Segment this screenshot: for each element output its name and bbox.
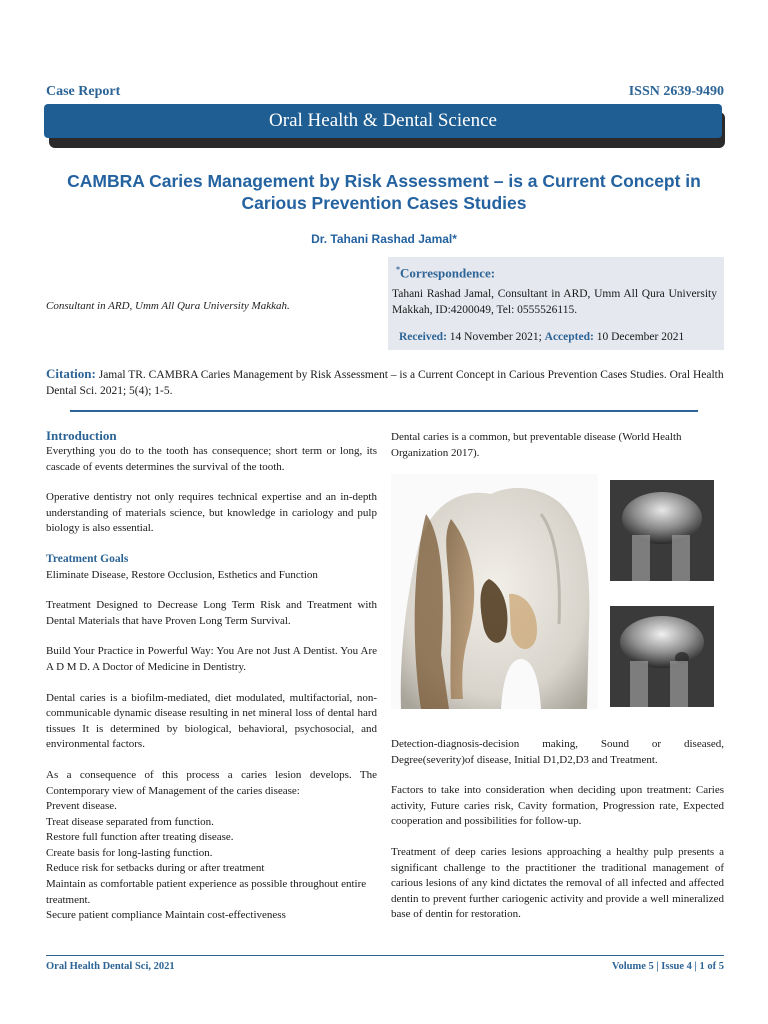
citation-label: Citation: xyxy=(46,366,96,381)
correspondence-box xyxy=(388,257,724,350)
consequence-paragraph: As a consequence of this process a caries lesion develops. The Contemporary view of Management of the caries disease: xyxy=(46,768,377,797)
correspondence-heading-text: Correspondence: xyxy=(400,265,496,281)
caries-definition-paragraph: Dental caries is a biofilm-mediated, diet modulated, multifactorial, non-communicable dynamic disease resulting in net mineral loss of dental hard tissues It is determined by biological, behavioral, psychosocial, and environmental factors. xyxy=(46,691,377,751)
accepted-date: 10 December 2021 xyxy=(596,331,685,343)
affiliation: Consultant in ARD, Umm All Qura University Makkah. xyxy=(46,300,290,312)
right-column-bottom xyxy=(391,737,724,923)
radiograph-before-image xyxy=(610,480,714,581)
tooth-section-image xyxy=(391,474,598,709)
factors-paragraph: Factors to take into consideration when deciding upon treatment: Caries activity, Future caries risk, Cavity formation, Progression rate, Expected cooperation and possibilities for follow-up. xyxy=(391,784,724,828)
citation-text: Jamal TR. CAMBRA Caries Management by Risk Assessment – is a Current Concept in Carious Prevention Cases Studies. Oral Health Dental Sci. 2021; 5(4); 1-5. xyxy=(46,369,724,397)
correspondence-text: Tahani Rashad Jamal, Consultant in ARD, Umm All Qura University Makkah, ID:4200049, Tel: 0555526115. xyxy=(392,288,717,316)
article-type-label: Case Report xyxy=(46,84,121,99)
radiograph-after-image xyxy=(610,606,714,707)
list-item: Create basis for long-lasting function. xyxy=(46,846,213,859)
intro-paragraph-1: Everything you do to the tooth has consequence; short term or long, its cascade of events determines the survival of the tooth. xyxy=(46,445,377,473)
journal-banner: Oral Health & Dental Science xyxy=(44,104,722,138)
tooth-section-photo xyxy=(391,474,598,709)
received-label: Received: xyxy=(399,331,447,343)
detection-paragraph: Detection-diagnosis-decision making, Sound or diseased, Degree(severity)of disease, Initial D1,D2,D3 and Treatment. xyxy=(391,738,724,766)
right-column-top xyxy=(391,430,724,461)
deep-caries-paragraph: Treatment of deep caries lesions approaching a healthy pulp presents a significant challenge to the practitioner the traditional management of carious lesions of any kind dictates the removal of all infected and affected dentin to prevent further cariogenic activity and provide a well mineralized base of dentin for restoration. xyxy=(391,845,724,921)
accepted-label: Accepted: xyxy=(544,331,594,343)
treatment-paragraph: Treatment Designed to Decrease Long Term Risk and Treatment with Dental Materials that have Proven Long Term Survival. xyxy=(46,599,377,627)
intro-paragraph-2: Operative dentistry not only requires technical expertise and an in-depth understanding of materials science, but knowledge in cariology and pulp biology is also essential. xyxy=(46,491,377,535)
practice-paragraph: Build Your Practice in Powerful Way: You Are not Just A Dentist. You Are A D M D. A Doctor of Medicine in Dentistry. xyxy=(46,645,377,673)
correspondence-heading xyxy=(396,265,495,281)
radiograph-after xyxy=(610,606,714,707)
received-date: 14 November 2021; xyxy=(449,331,542,343)
goals-paragraph: Eliminate Disease, Restore Occlusion, Esthetics and Function xyxy=(46,568,318,581)
list-item: Reduce risk for setbacks during or after treatment xyxy=(46,862,265,875)
footer-page-info: Volume 5 | Issue 4 | 1 of 5 xyxy=(611,961,724,972)
article-dates xyxy=(399,331,684,343)
left-column xyxy=(46,428,377,924)
citation xyxy=(46,366,724,399)
correspondence-mark: * xyxy=(396,265,400,274)
radiograph-before xyxy=(610,480,714,581)
footer-journal: Oral Health Dental Sci, 2021 xyxy=(46,961,175,972)
treatment-goals-heading: Treatment Goals xyxy=(46,552,129,565)
list-item: Restore full function after treating disease. xyxy=(46,831,234,844)
list-item: Treat disease separated from function. xyxy=(46,815,214,828)
list-item: Maintain as comfortable patient experience as possible throughout entire treatment. xyxy=(46,878,367,906)
section-divider xyxy=(70,410,698,412)
article-title: CAMBRA Caries Management by Risk Assessment – is a Current Concept in Carious Prevention Cases Studies xyxy=(67,171,701,213)
introduction-heading: Introduction xyxy=(46,428,117,443)
issn-label: ISSN 2639-9490 xyxy=(628,84,724,99)
list-item: Secure patient compliance Maintain cost-effectiveness xyxy=(46,909,286,922)
who-paragraph: Dental caries is a common, but preventable disease (World Health Organization 2017). xyxy=(391,431,682,459)
list-item: Prevent disease. xyxy=(46,800,117,813)
footer-divider xyxy=(46,955,724,956)
author-name: Dr. Tahani Rashad Jamal* xyxy=(311,232,457,246)
